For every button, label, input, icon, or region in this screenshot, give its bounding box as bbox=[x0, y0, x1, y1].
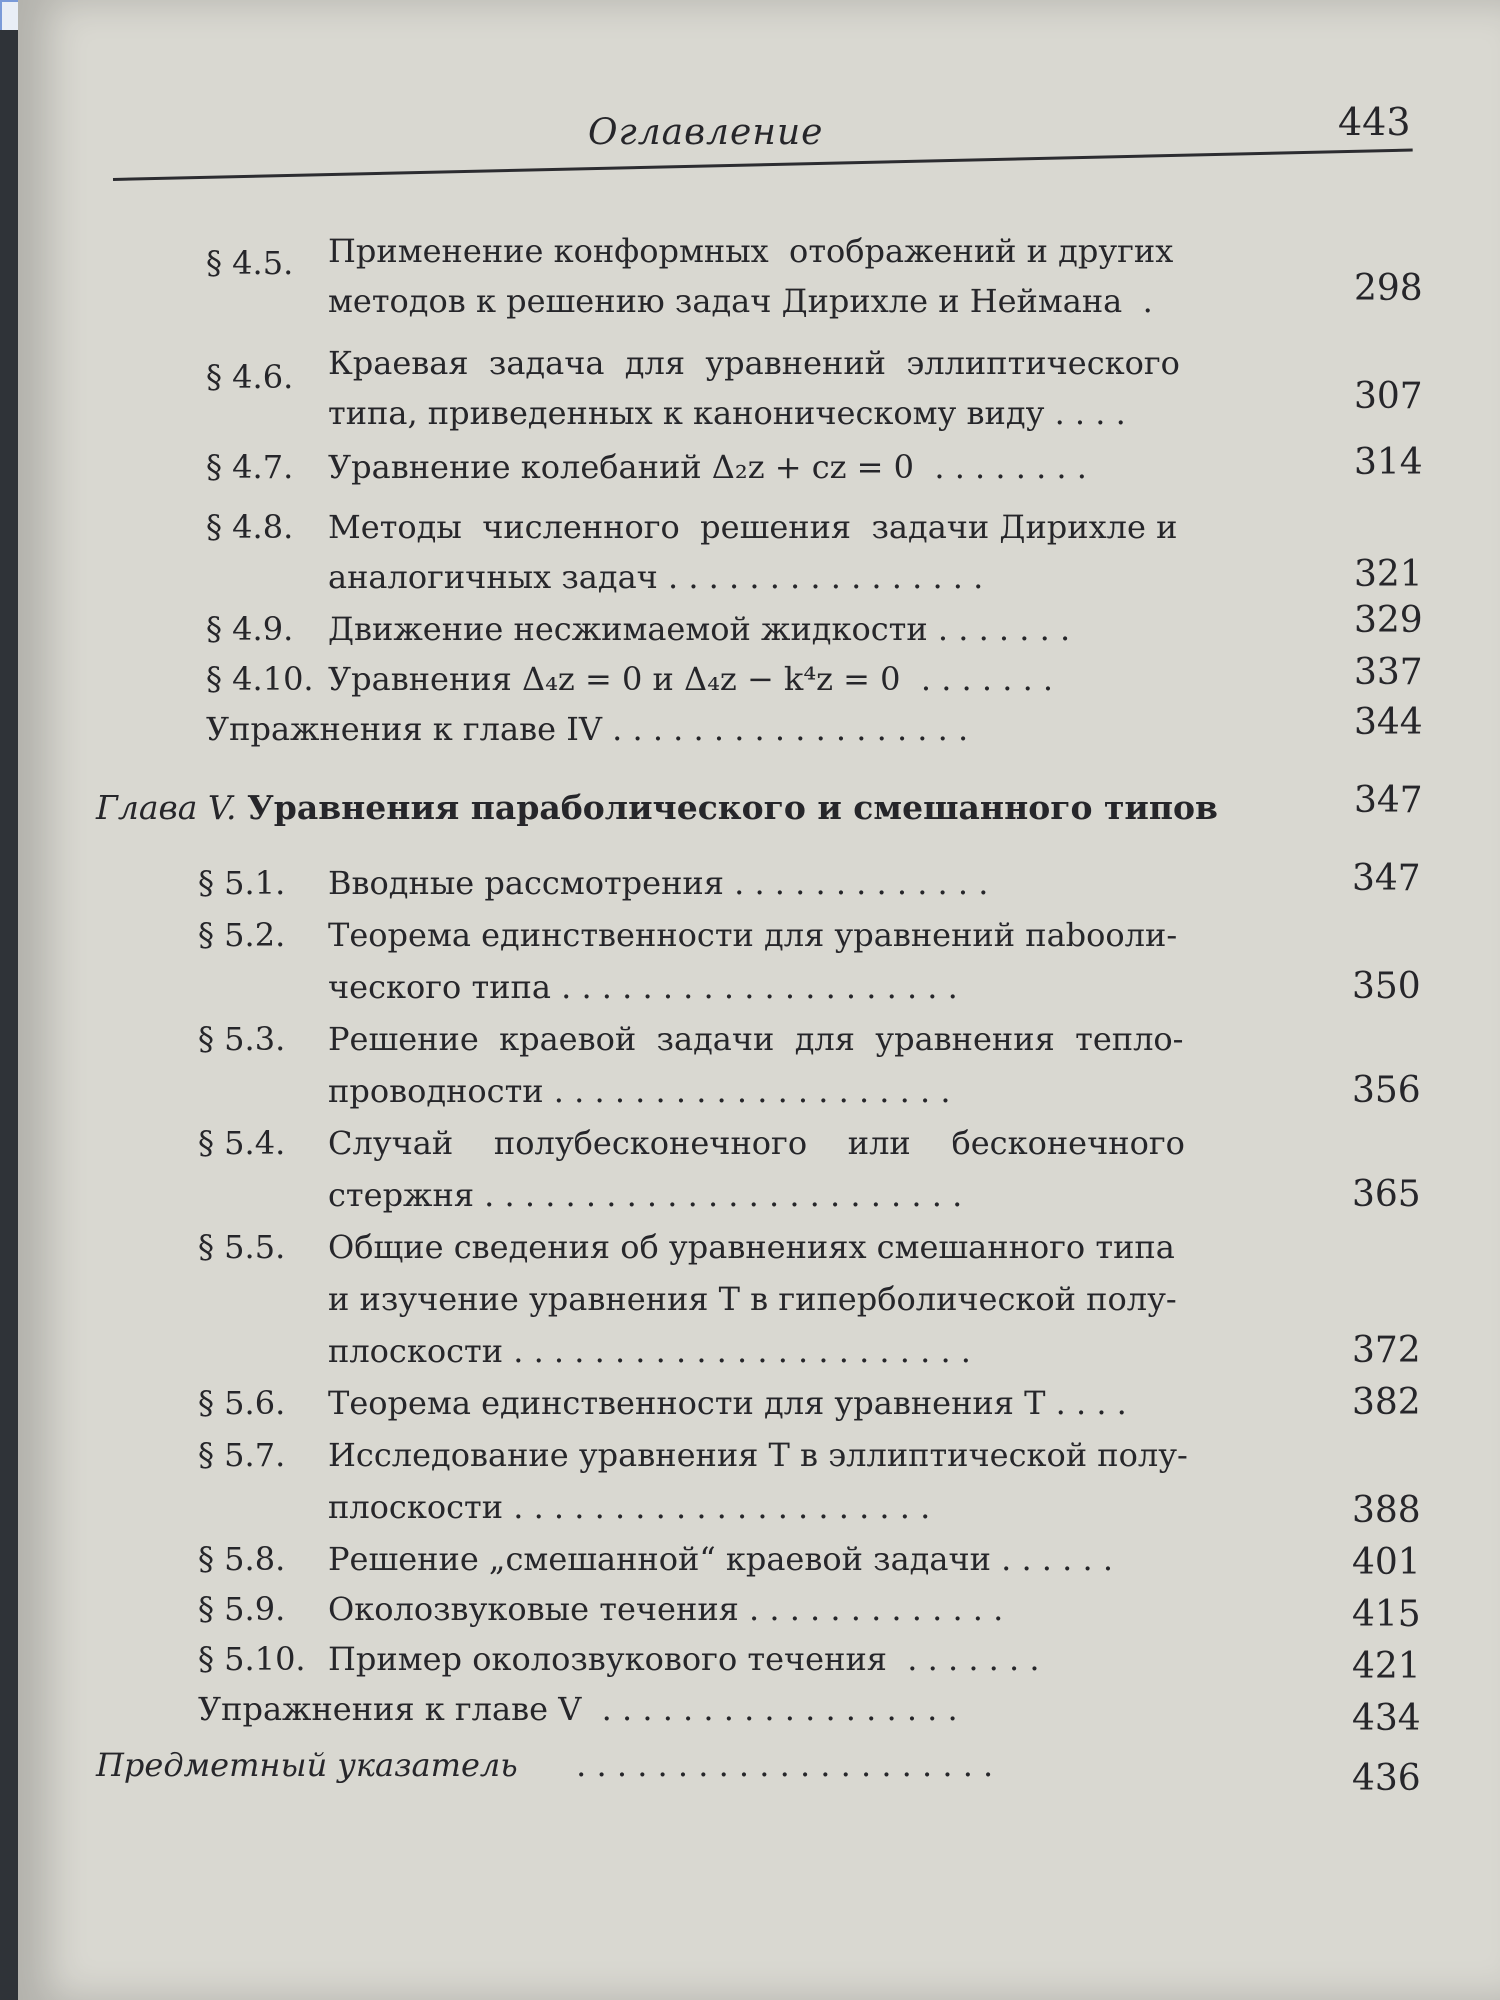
book-page bbox=[18, 0, 1500, 2000]
page-ref: 421 bbox=[1352, 1646, 1421, 1687]
section-number: § 4.6. bbox=[206, 358, 294, 396]
page-ref: 307 bbox=[1354, 376, 1423, 417]
section-number: § 4.8. bbox=[206, 508, 294, 546]
section-title-line: Околозвуковые течения . . . . . . . . . . . . . bbox=[328, 1590, 1004, 1628]
page-ref: 388 bbox=[1352, 1490, 1421, 1531]
page-ref: 347 bbox=[1352, 858, 1421, 899]
section-number: § 5.4. bbox=[198, 1124, 286, 1162]
page-ref: 344 bbox=[1354, 702, 1423, 743]
subject-index-label: Предметный указатель bbox=[96, 1746, 518, 1784]
section-number: § 4.7. bbox=[206, 448, 294, 486]
section-number: § 4.5. bbox=[206, 244, 294, 282]
section-number: § 5.5. bbox=[198, 1228, 286, 1266]
section-number: § 5.10. bbox=[198, 1640, 306, 1678]
section-title-line: Краевая задача для уравнений эллиптического bbox=[328, 344, 1180, 382]
running-title: Оглавление bbox=[588, 112, 824, 153]
section-title-line: плоскости . . . . . . . . . . . . . . . . . . . . . . . bbox=[328, 1332, 971, 1370]
section-title-line: Общие сведения об уравнениях смешанного типа bbox=[328, 1228, 1175, 1266]
page-ref: 350 bbox=[1352, 966, 1421, 1007]
chapter-page-ref: 347 bbox=[1354, 780, 1423, 821]
section-title-line: Применение конформных отображений и других bbox=[328, 232, 1174, 270]
page-ref: 372 bbox=[1352, 1330, 1421, 1371]
section-number: § 4.9. bbox=[206, 610, 294, 648]
section-title-line: Вводные рассмотрения . . . . . . . . . . . . . bbox=[328, 864, 989, 902]
subject-index-dots: . . . . . . . . . . . . . . . . . . . . . bbox=[566, 1746, 994, 1784]
section-title-line: Случай полубесконечного или бесконечного bbox=[328, 1124, 1185, 1162]
section-title-line: Методы численного решения задачи Дирихле и bbox=[328, 508, 1178, 546]
page-number: 443 bbox=[1338, 100, 1411, 144]
section-title-line: аналогичных задач . . . . . . . . . . . . . . . . bbox=[328, 558, 984, 596]
section-title-line: Решение „смешанной“ краевой задачи . . . . . . bbox=[328, 1540, 1113, 1578]
page-ref: 436 bbox=[1352, 1758, 1421, 1799]
section-title-line: плоскости . . . . . . . . . . . . . . . . . . . . . bbox=[328, 1488, 931, 1526]
page-ref: 298 bbox=[1354, 268, 1423, 309]
section-number: § 5.7. bbox=[198, 1436, 286, 1474]
section-title-line: ческого типа . . . . . . . . . . . . . . . . . . . . bbox=[328, 968, 958, 1006]
section-number: § 5.3. bbox=[198, 1020, 286, 1058]
chapter-title: Уравнения параболического и смешанного типов bbox=[246, 788, 1218, 827]
page-ref: 356 bbox=[1352, 1070, 1421, 1111]
page-ref: 401 bbox=[1352, 1542, 1421, 1583]
section-title-line: Исследование уравнения T в эллиптической полу- bbox=[328, 1436, 1188, 1474]
chapter-label: Глава V. bbox=[96, 788, 237, 827]
exercises-label: Упражнения к главе IV . . . . . . . . . . . . . . . . . . bbox=[206, 710, 969, 748]
chapter-heading bbox=[96, 783, 1218, 833]
page-ref: 314 bbox=[1354, 442, 1423, 483]
page-ref: 321 bbox=[1354, 554, 1423, 595]
section-title-line: Уравнение колебаний Δ₂z + cz = 0 . . . . . . . . bbox=[328, 448, 1087, 486]
section-number: § 5.1. bbox=[198, 864, 286, 902]
section-title-line: Движение несжимаемой жидкости . . . . . . . bbox=[328, 610, 1071, 648]
page-ref: 382 bbox=[1352, 1382, 1421, 1423]
section-title-line: и изучение уравнения T в гиперболической полу- bbox=[328, 1280, 1177, 1318]
section-title-line: методов к решению задач Дирихле и Неймана . bbox=[328, 282, 1153, 320]
section-title-line: Теорема единственности для уравнения T . . . . bbox=[328, 1384, 1127, 1422]
section-number: § 5.2. bbox=[198, 916, 286, 954]
page-ref: 329 bbox=[1354, 600, 1423, 641]
section-number: § 4.10. bbox=[206, 660, 314, 698]
exercises-label: Упражнения к главе V . . . . . . . . . . . . . . . . . . bbox=[198, 1690, 958, 1728]
header-rule bbox=[113, 149, 1413, 181]
section-title-line: проводности . . . . . . . . . . . . . . . . . . . . bbox=[328, 1072, 951, 1110]
page-ref: 415 bbox=[1352, 1594, 1421, 1635]
section-number: § 5.6. bbox=[198, 1384, 286, 1422]
section-title-line: Решение краевой задачи для уравнения тепло- bbox=[328, 1020, 1184, 1058]
section-title-line: Уравнения Δ₄z = 0 и Δ₄z − k⁴z = 0 . . . . . . . bbox=[328, 660, 1054, 698]
page-ref: 365 bbox=[1352, 1174, 1421, 1215]
section-title-line: Теорема единственности для уравнений паbooли- bbox=[328, 916, 1178, 954]
page-ref: 337 bbox=[1354, 652, 1423, 693]
section-title-line: типа, приведенных к каноническому виду . . . . bbox=[328, 394, 1126, 432]
page-ref: 434 bbox=[1352, 1698, 1421, 1739]
section-number: § 5.8. bbox=[198, 1540, 286, 1578]
section-number: § 5.9. bbox=[198, 1590, 286, 1628]
section-title-line: Пример околозвукового течения . . . . . . . bbox=[328, 1640, 1040, 1678]
section-title-line: стержня . . . . . . . . . . . . . . . . . . . . . . . . bbox=[328, 1176, 963, 1214]
